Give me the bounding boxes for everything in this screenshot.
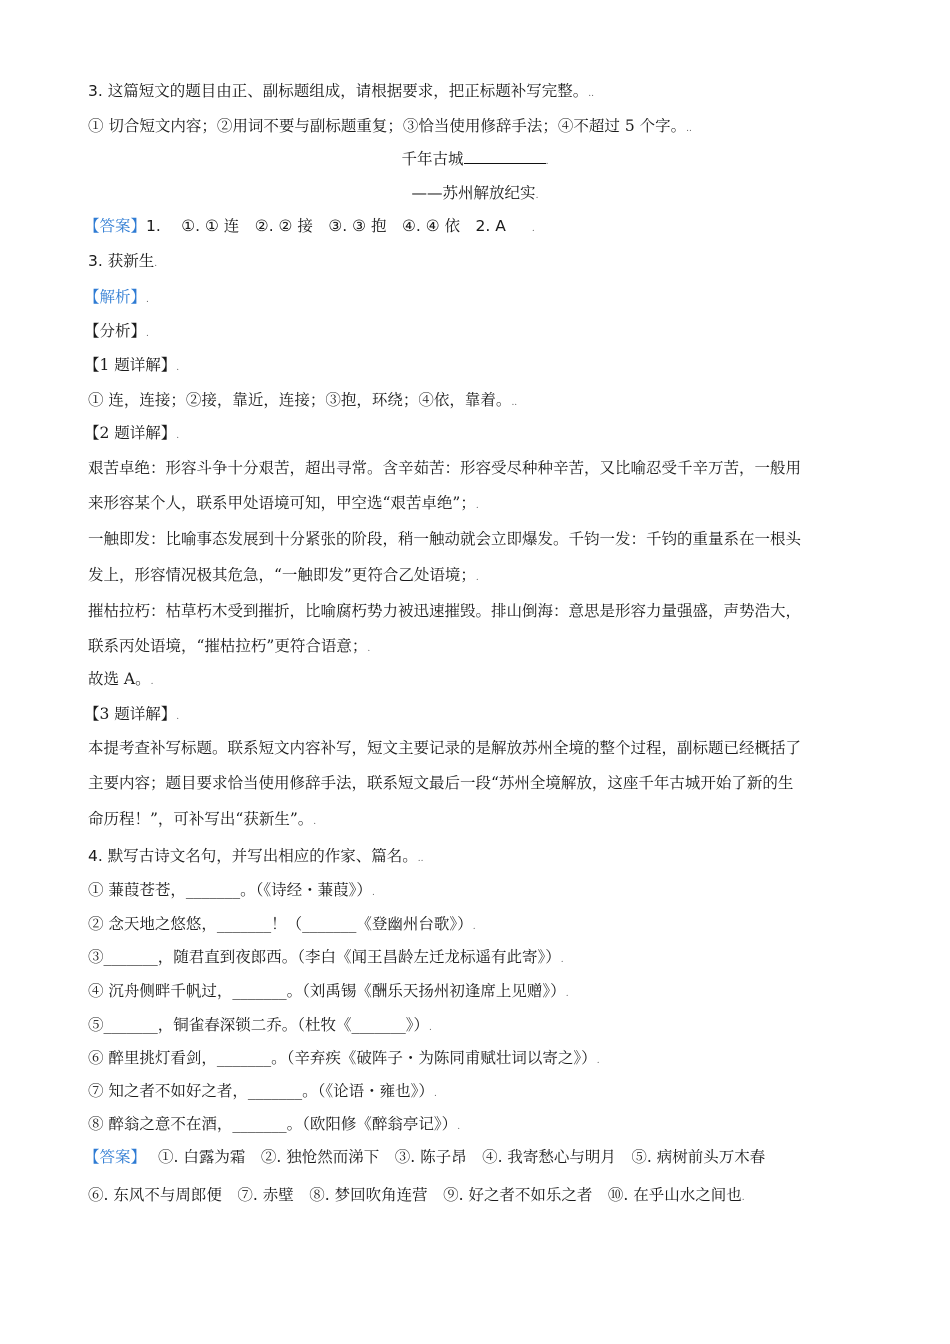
answer-1-line2: 3. 获新生. [88,252,158,270]
q4-item: ⑤_______，铜雀春深锁二乔。（杜牧《_______》）. [88,1016,432,1034]
q2-detail-p3a: 摧枯拉朽：枯草朽木受到摧折，比喻腐朽势力被迅速摧毁。排山倒海：意思是形容力量强盛，声势浩大， [88,602,802,620]
q3-subtitle: ——苏州解放纪实. [411,184,539,202]
q2-detail-conclusion: 故选 A。. [88,670,154,688]
q3-title: 3. 这篇短文的题目由正、副标题组成，请根据要求，把正标题补写完整。.. [88,82,594,100]
q4-item: ③_______，随君直到夜郎西。（李白《闻王昌龄左迁龙标遥有此寄》）. [88,948,564,966]
q2-detail-p2b: 发上，形容情况极其危急，“一触即发”更符合乙处语境；. [88,566,479,584]
q2-detail-label: 【2 题详解】. [84,424,180,442]
q4-item: ⑥ 醉里挑灯看剑，_______。（辛弃疾《破阵子・为陈同甫赋壮词以寄之》）. [88,1049,600,1067]
q1-detail-text: ① 连，连接；②接，靠近，连接；③抱，环绕；④依，靠着。.. [88,391,518,409]
q2-detail-p1b: 来形容某个人，联系甲处语境可知，甲空选“艰苦卓绝”；. [88,494,479,512]
q3-detail-label: 【3 题详解】. [84,705,180,723]
answer-4-line2: ⑥. 东风不与周郎便 ⑦. 赤壁 ⑧. 梦回吹角连营 ⑨. 好之者不如乐之者 ⑩. 在乎山水之间也. [88,1186,745,1204]
q3-detail-p2: 主要内容；题目要求恰当使用修辞手法，联系短文最后一段“苏州全境解放，这座千年古城开始了新的生 [88,774,794,792]
q3-detail-p3: 命历程！”，可补写出“获新生”。. [88,810,317,828]
q3-requirements: ① 切合短文内容；②用词不要与副标题重复；③恰当使用修辞手法；④不超过 5 个字。.. [88,117,692,135]
q4-item: ① 蒹葭苍苍，_______。（《诗经・蒹葭》）. [88,881,375,899]
q3-main-title: 千年古城 . [401,150,549,168]
q4-title: 4. 默写古诗文名句，并写出相应的作家、篇名。.. [88,847,424,865]
title-blank [464,148,546,164]
q3-detail-p1: 本提考查补写标题。联系短文内容补写，短文主要记录的是解放苏州全境的整个过程，副标题已经概括了 [88,739,802,757]
q4-item: ④ 沉舟侧畔千帆过，_______。（刘禹锡《酬乐天扬州初逢席上见赠》）. [88,982,569,1000]
answer-4-line1: 【答案】 ①. 白露为霜 ②. 独怆然而涕下 ③. 陈子昂 ④. 我寄愁心与明月 ⑤. 病树前头万木春 [84,1148,766,1166]
analysis-label: 【解析】. [84,288,149,306]
q2-detail-p2a: 一触即发：比喻事态发展到十分紧张的阶段，稍一触动就会立即爆发。千钧一发：千钧的重量系在一根头 [88,530,802,548]
analysis-sub-label: 【分析】. [84,322,149,340]
q4-item: ⑧ 醉翁之意不在酒，_______。（欧阳修《醉翁亭记》）. [88,1115,461,1133]
answer-1: 【答案】1. ①. ① 连 ②. ② 接 ③. ③ 抱 ④. ④ 依 2. A . [84,217,535,235]
q4-item: ② 念天地之悠悠，_______！（_______《登幽州台歌》）. [88,915,476,933]
q2-detail-p3b: 联系丙处语境，“摧枯拉朽”更符合语意；. [88,637,371,655]
q4-item: ⑦ 知之者不如好之者，_______。（《论语・雍也》）. [88,1082,437,1100]
q2-detail-p1a: 艰苦卓绝：形容斗争十分艰苦，超出寻常。含辛茹苦：形容受尽种种辛苦，又比喻忍受千辛万苦，一般用 [88,459,802,477]
q1-detail-label: 【1 题详解】. [84,356,180,374]
